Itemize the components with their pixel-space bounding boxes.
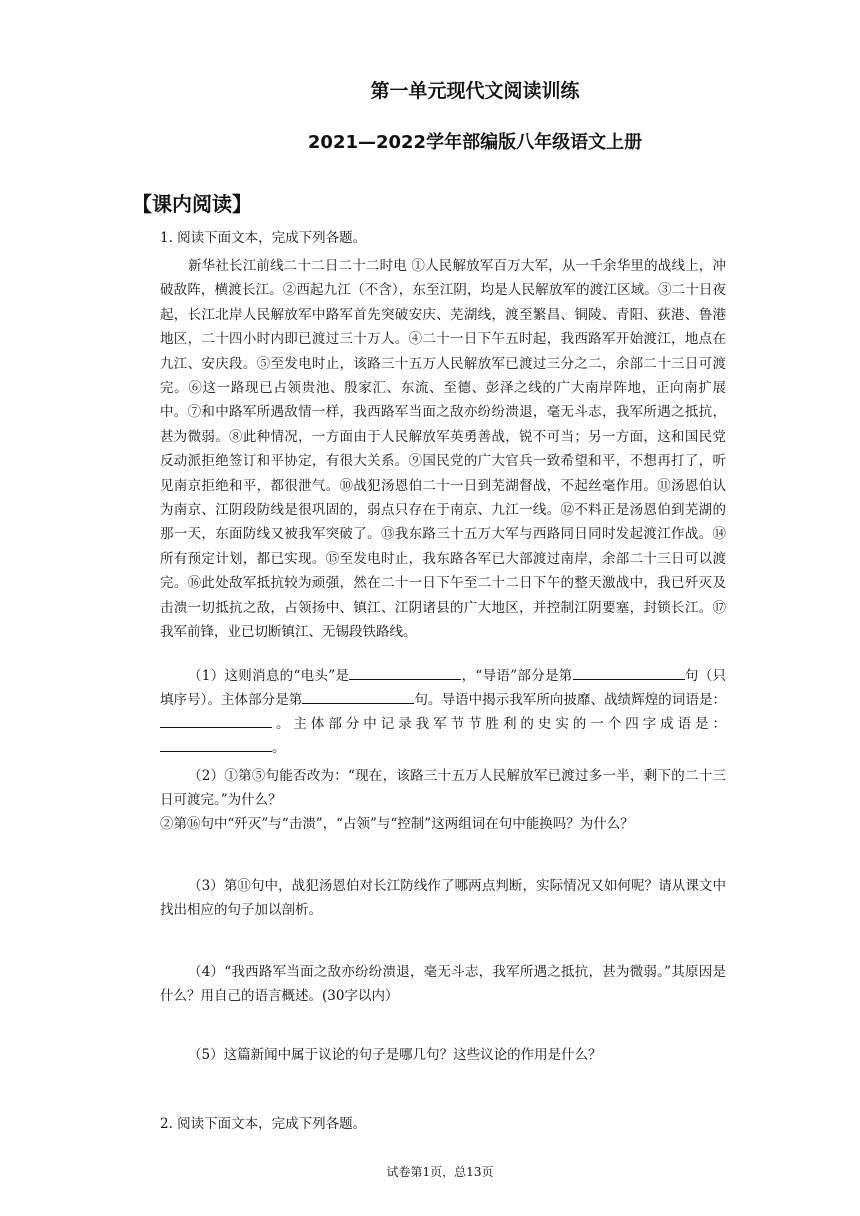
document-title: 第一单元现代文阅读训练 — [370, 80, 580, 102]
sub-question-5: （5）这篇新闻中属于议论的句子是哪几句？这些议论的作用是什么？ — [188, 1047, 602, 1063]
document-subtitle: 2021—2022学年部编版八年级语文上册 — [307, 132, 643, 153]
sub-question-1: （1）这则消息的“电头”是 ，“导语”部分是第 句（只填序号）。主体部分是第 句。导语中揭示我军所向披靡、战绩辉煌的词语是：。主体部分中记录我军节节胜利的史实的一个四字成语是：。 — [160, 668, 727, 756]
section-heading: 【课内阅读】 — [132, 192, 252, 216]
answer-blank[interactable] — [573, 666, 685, 680]
answer-blank[interactable] — [160, 714, 272, 728]
answer-blank[interactable] — [302, 690, 414, 704]
sub-question-3: （3）第⑪句中，战犯汤恩伯对长江防线作了哪两点判断，实际情况又如何呢？请从课文中找出相应的句子加以剖析。 — [160, 878, 726, 918]
sub-question-4: （4）“我西路军当面之敌亦纷纷溃退，毫无斗志，我军所遇之抵抗，甚为微弱。”其原因是什么？用自己的语言概述。(30字以内） — [160, 964, 726, 1004]
question-1-label: 1. 阅读下面文本，完成下列各题。 — [160, 230, 367, 246]
sub-question-2b: ②第⑯句中“歼灭”与“击溃”，“占领”与“控制”这两组词在句中能换吗？为什么？ — [160, 816, 634, 832]
question-2-label: 2. 阅读下面文本，完成下列各题。 — [160, 1116, 367, 1132]
sub-question-2a: （2）①第⑤句能否改为：“现在，该路三十五万人民解放军已渡过多一半，剩下的二十三日可渡完。”为什么？ — [160, 768, 726, 808]
answer-blank[interactable] — [349, 666, 461, 680]
answer-blank[interactable] — [160, 738, 272, 752]
page-footer: 试卷第1页，总13页 — [386, 1165, 494, 1179]
reading-passage: 新华社长江前线二十二日二十二时电 ①人民解放军百万大军，从一千余华里的战线上，冲破敌阵，横渡长江。②西起九江（不含），东至江阴，均是人民解放军的渡江区域。③二十日夜起，长江北岸人民解放军中路军首先突破安庆、芜湖线，渡至繁昌、铜陵、青阳、荻港、鲁港地区，二十四小时内即已渡过三十万人。④二十一日下午五时起，我西路军开始渡江，地点在九江、安庆段。⑤至发电时止，该路三十五万人民解放军已渡过三分之二，余部二十三日可渡完。⑥这一路现已占领贵池、殷家汇、东流、至德、彭泽之线的广大南岸阵地，正向南扩展中。⑦和中路军所遇敌情一样，我西路军当面之敌亦纷纷溃退，毫无斗志，我军所遇之抵抗，甚为微弱。⑧此种情况，一方面由于人民解放军英勇善战，锐不可当；另一方面，这和国民党反动派拒绝签订和平协定，有很大关系。⑨国民党的广大官兵一致希望和平，不想再打了，听见南京拒绝和平，都很泄气。⑩战犯汤恩伯二十一日到芜湖督战，不起丝毫作用。⑪汤恩伯认为南京、江阴段防线是很巩固的，弱点只存在于南京、九江一线。⑫不料正是汤恩伯到芜湖的那一天，东面防线又被我军突破了。⑬我东路三十五万大军与西路同日同时发起渡江作战。⑭所有预定计划，都已实现。⑮至发电时止，我东路各军已大部渡过南岸，余部二十三日可以渡完。⑯此处敌军抵抗较为顽强，然在二十一日下午至二十二日下午的整天激战中，我已歼灭及击溃一切抵抗之敌，占领扬中、镇江、江阴诸县的广大地区，并控制江阴要塞，封锁长江。⑰我军前锋，业已切断镇江、无锡段铁路线。 — [160, 258, 726, 641]
